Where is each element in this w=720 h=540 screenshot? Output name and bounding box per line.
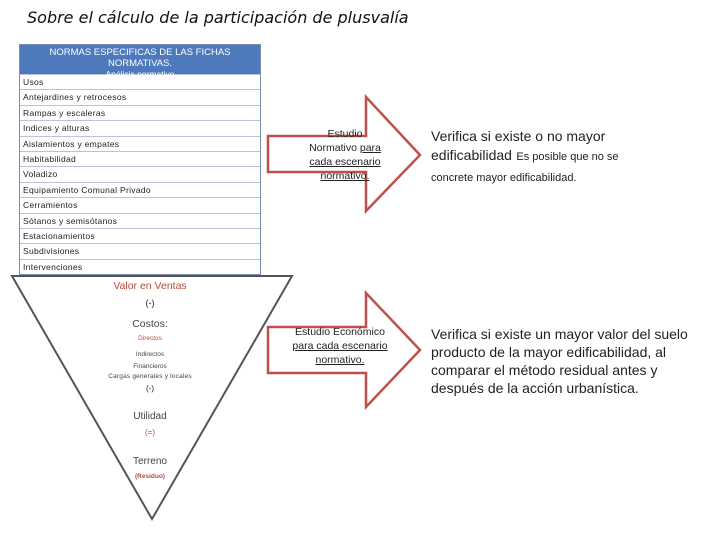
note-normative-line2 [431, 146, 701, 167]
tri-residuo: (Residuo) [135, 473, 165, 480]
tri-minus-2: (-) [146, 384, 154, 393]
tri-costos: Costos: [132, 318, 168, 330]
note-normative-line2-small: Es posible que no se [516, 151, 619, 163]
tri-minus-1: (-) [145, 298, 155, 308]
table-row: Aislamientos y empates [20, 136, 260, 151]
table-row: Antejardines y retrocesos [20, 89, 260, 104]
tri-utilidad: Utilidad [133, 411, 167, 422]
note-normative-line3: concrete mayor edificabilidad. [431, 172, 577, 184]
arrow-normative-line2-text: Normativo [309, 142, 357, 154]
arrow-normative-line2 [290, 141, 400, 155]
page-title: Sobre el cálculo de la participación de plusvalía [27, 8, 409, 27]
table-row: Estacionamientos [20, 228, 260, 243]
table-row: Equipamiento Comunal Privado [20, 182, 260, 197]
table-row: Intervenciones [20, 259, 260, 274]
table-row: Habitabilidad [20, 151, 260, 166]
tri-equals: (=) [145, 428, 155, 437]
note-economic: Verifica si existe un mayor valor del suelo producto de la mayor edificabilidad, al comparar el método residual antes y después de la acción urbanística. [431, 326, 688, 396]
arrow-normative-line1: Estudio [327, 128, 363, 140]
tri-directos: Directos [138, 335, 162, 342]
arrow-economic-line3: normativo. [315, 354, 365, 366]
table-header-subtitle: Análisis normativo [105, 69, 175, 79]
tri-cargas: Cargas generales y locales [108, 373, 192, 380]
tri-financieros: Financieros [133, 363, 167, 370]
note-normative [431, 127, 701, 189]
arrow-normative-label [290, 127, 400, 183]
arrow-normative-line2-ul: para [359, 142, 381, 154]
arrow-normative-line4: normativo. [320, 170, 370, 182]
table-row: Voladizo [20, 166, 260, 181]
arrow-normative-line3: cada escenario [309, 156, 381, 168]
note-normative-line1: Verifica si existe o no mayor [431, 128, 606, 144]
table-row: Cerramientos [20, 197, 260, 212]
tri-ventas: Valor en Ventas [113, 280, 187, 292]
table-row: Subdivisiones [20, 243, 260, 258]
arrow-economic-line1: Estudio Económico [295, 326, 385, 338]
tri-terreno: Terreno [133, 456, 167, 467]
arrow-economic-line2: para cada escenario [292, 340, 388, 352]
table-row: Usos [20, 74, 260, 89]
note-normative-line2-big: edificabilidad [431, 147, 512, 163]
table-row: Sótanos y semisótanos [20, 213, 260, 228]
residual-triangle [12, 276, 292, 519]
arrow-economic-label [280, 325, 400, 367]
table-row: Rampas y escaleras [20, 105, 260, 120]
table-header-title: NORMAS ESPECIFICAS DE LAS FICHAS NORMATIVAS. [49, 47, 231, 69]
tri-indirectos: Indirectos [135, 351, 165, 358]
table-row: Indices y alturas [20, 120, 260, 135]
